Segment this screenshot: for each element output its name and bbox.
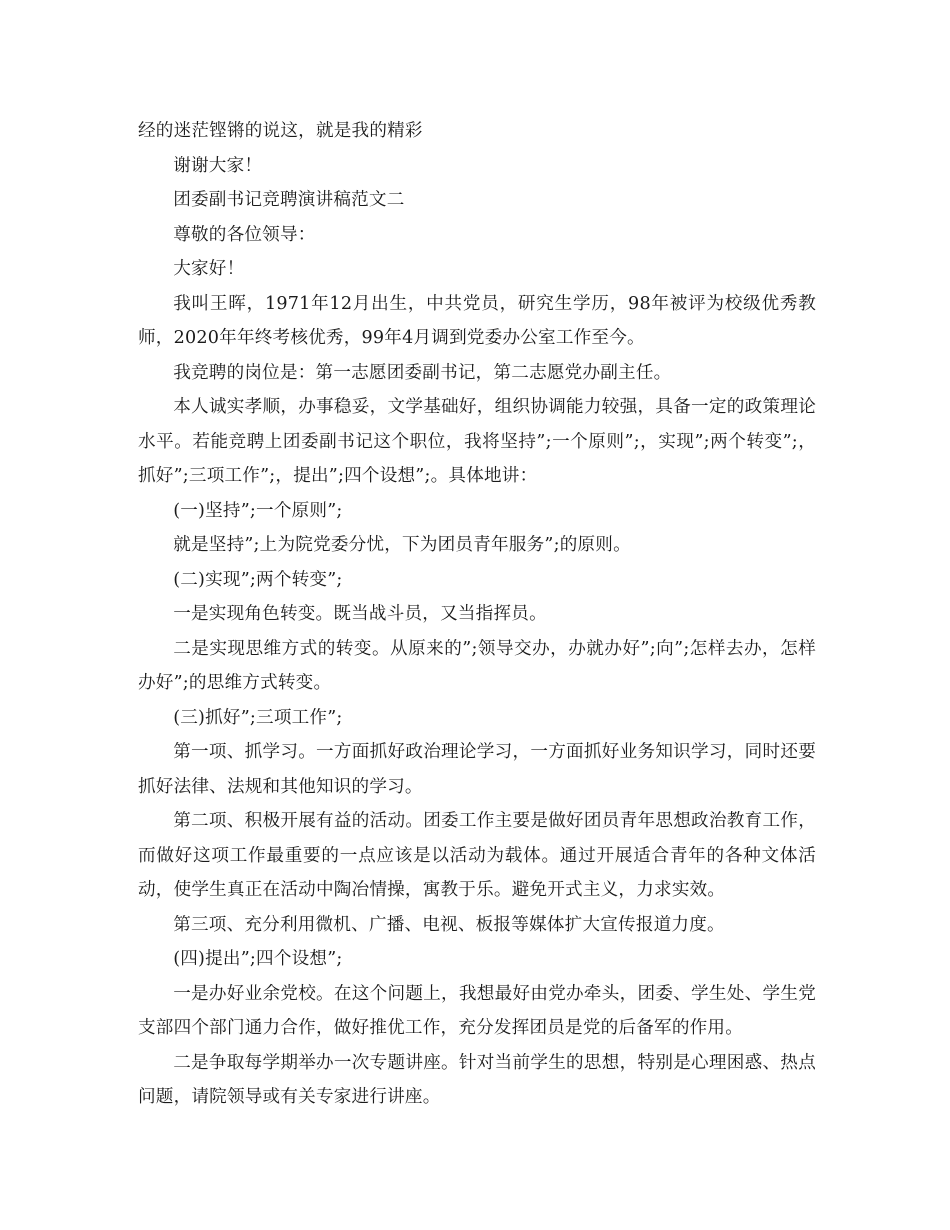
subheading-three: (三)抓好”;三项工作”;	[173, 707, 343, 728]
paragraph-thinking-change: 二是实现思维方式的转变。从原来的”;领导交办，办就办好”;向”;怎样去办，怎样办好”;的思维方式转变。	[138, 638, 816, 693]
paragraph-idea-two: 二是争取每学期举办一次专题讲座。针对当前学生的思想，特别是心理困惑、热点问题，请院领导或有关专家进行讲座。	[138, 1052, 816, 1107]
paragraph-item-two: 第二项、积极开展有益的活动。团委工作主要是做好团员青年思想政治教育工作，而做好这项工作最重要的一点应该是以活动为载体。通过开展适合青年的各种文体活动，使学生真正在活动中陶冶情操，寓教于乐。避免开式主义，力求实效。	[138, 811, 816, 900]
paragraph-idea-one: 一是办好业余党校。在这个问题上，我想最好由党办牵头，团委、学生处、学生党支部四个部门通力合作，做好推优工作，充分发挥团员是党的后备军的作用。	[138, 983, 816, 1038]
paragraph-principle: 就是坚持”;上为院党委分忧，下为团员青年服务”;的原则。	[173, 535, 631, 555]
paragraph-item-three: 第三项、充分利用微机、广播、电视、板报等媒体扩大宣传报道力度。	[173, 914, 725, 935]
document-body	[138, 114, 816, 1115]
subheading-one: (一)坚持”;一个原则”;	[173, 500, 343, 521]
paragraph-self-intro: 我叫王晖，1971年12月出生，中共党员，研究生学历，98年被评为校级优秀教师，2020年年终考核优秀，99年4月调到党委办公室工作至今。	[138, 293, 816, 348]
subheading-two: (二)实现”;两个转变”;	[173, 569, 343, 590]
paragraph-item-one: 第一项、抓学习。一方面抓好政治理论学习，一方面抓好业务知识学习，同时还要抓好法律、法规和其他知识的学习。	[138, 742, 816, 797]
salutation: 尊敬的各位领导：	[173, 224, 316, 245]
greeting: 大家好！	[173, 259, 245, 279]
paragraph-qualities: 本人诚实孝顺，办事稳妥，文学基础好，组织协调能力较强，具备一定的政策理论水平。若能竞聘上团委副书记这个职位，我将坚持”;一个原则”;，实现”;两个转变”;，抓好”;三项工作”;，提出”;四个设想”;。具体地讲：	[138, 397, 816, 486]
section-heading: 团委副书记竞聘演讲稿范文二	[173, 190, 405, 210]
paragraph-1: 经的迷茫铿锵的说这，就是我的精彩	[138, 121, 423, 141]
subheading-four: (四)提出”;四个设想”;	[173, 949, 343, 969]
paragraph-role-change: 一是实现角色转变。既当战斗员，又当指挥员。	[173, 604, 547, 624]
paragraph-positions: 我竞聘的岗位是：第一志愿团委副书记，第二志愿党办副主任。	[173, 362, 672, 383]
paragraph-2: 谢谢大家！	[173, 155, 263, 176]
